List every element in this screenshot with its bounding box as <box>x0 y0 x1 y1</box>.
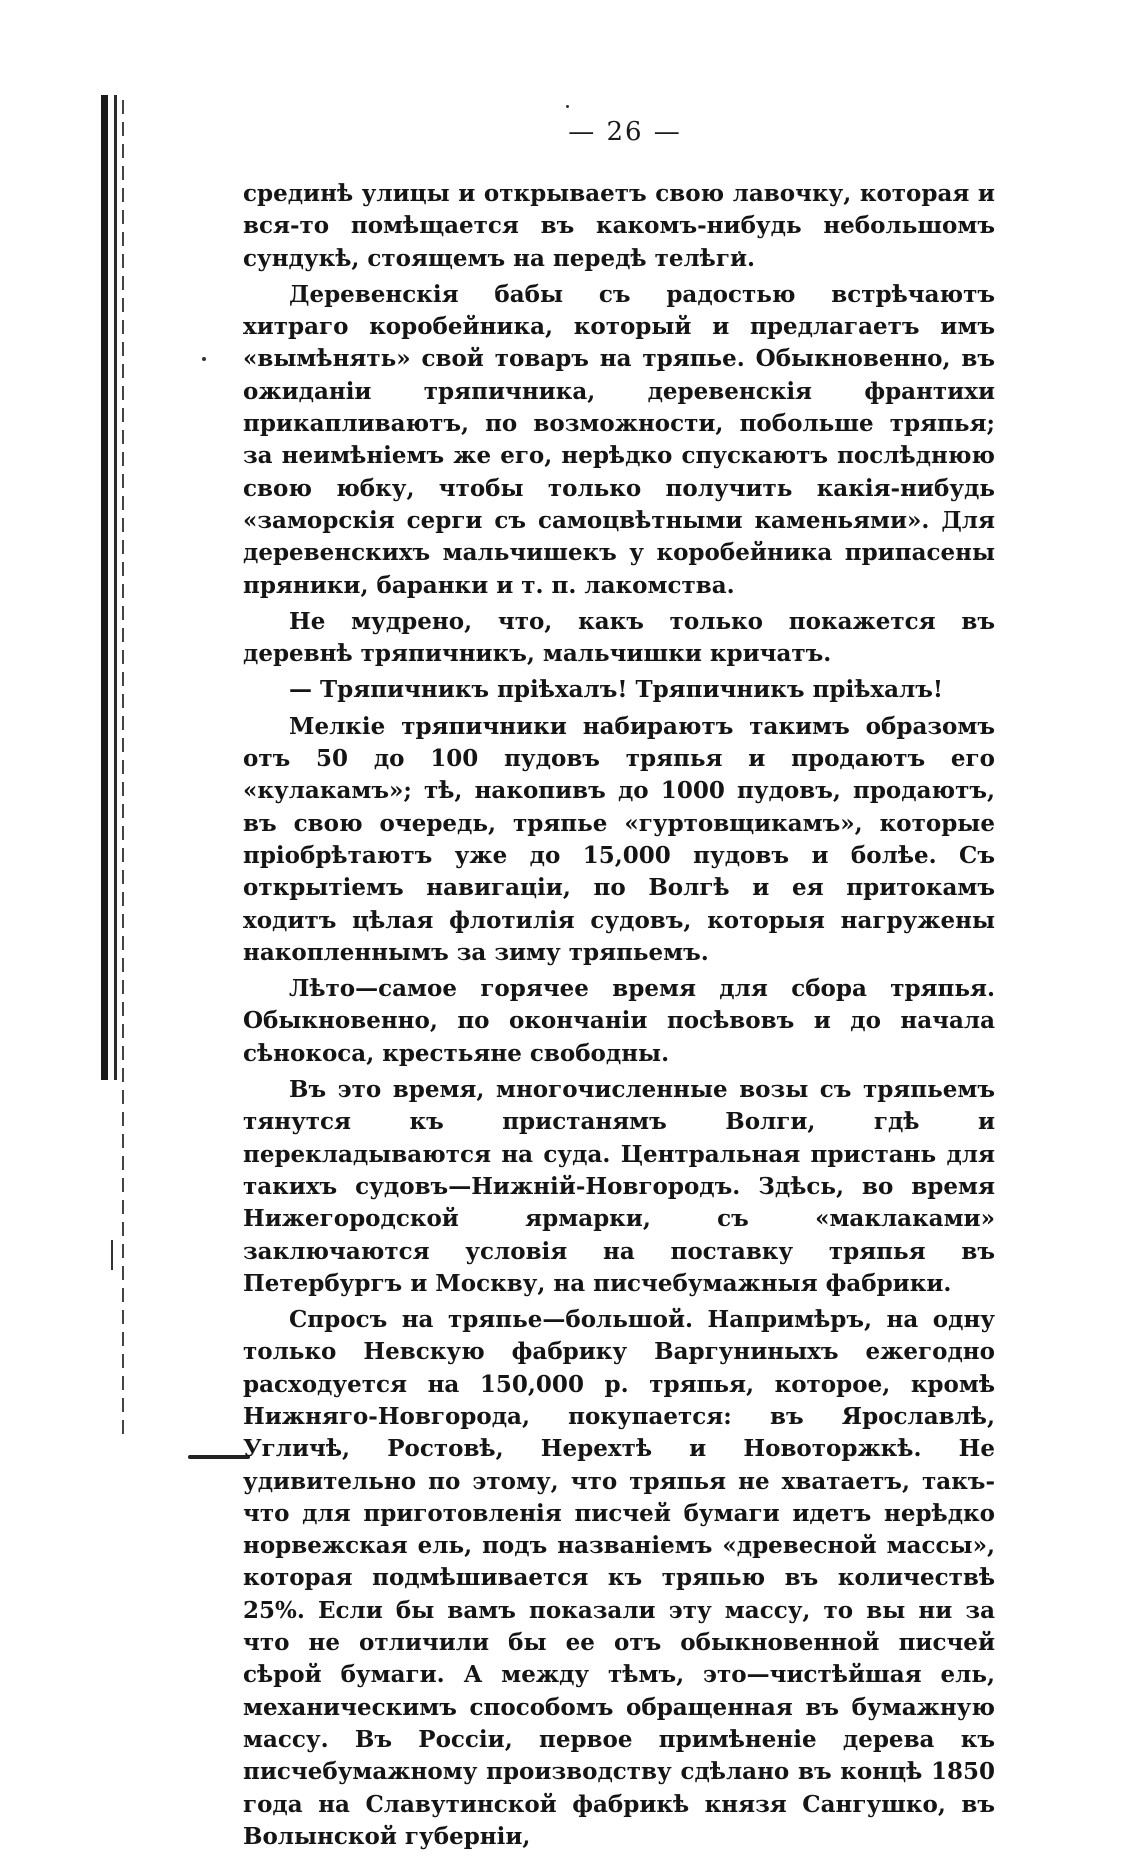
binding-edge-dashed-line <box>122 100 124 1440</box>
paragraph: Мелкіе тряпичники набираютъ такимъ образомъ отъ 50 до 100 пудовъ тряпья и продаютъ его «кулакамъ»; тѣ, накопивъ до 1000 пудовъ, продаютъ, въ свою очередь, тряпье «гуртовщикамъ», которые пріобрѣтаютъ уже до 15,000 пудовъ и болѣе. Съ открытіемъ навигаціи, по Волгѣ и ея притокамъ ходитъ цѣлая флотилія судовъ, которыя нагружены накопленнымъ за зиму тряпьемъ. <box>243 712 995 966</box>
paragraph: срединѣ улицы и открываетъ свою лавочку, которая и вся-то помѣщается въ какомъ-нибудь небольшомъ сундукѣ, стоящемъ на передѣ телѣги. <box>243 180 995 272</box>
binding-edge-fragment <box>111 1240 113 1270</box>
paragraph: Въ это время, многочисленные возы съ тряпьемъ тянутся къ пристанямъ Волги, гдѣ и перекладываются на суда. Центральная пристань для такихъ судовъ—Нижній-Новгородъ. Здѣсь, во время Нижегородской ярмарки, съ «маклаками» заключаются условія на поставку тряпья въ Петербургъ и Москву, на писчебумажныя фабрики. <box>243 1076 995 1297</box>
paragraph: Спросъ на тряпье—большой. Напримѣръ, на одну только Невскую фабрику Варгуниныхъ ежегодно расходуется на 150,000 р. тряпья, которое, кромѣ Нижняго-Новгорода, покупается: въ Ярославлѣ, Угличѣ, Ростовѣ, Нерехтѣ и Новоторжкѣ. Не удивительно по этому, что тряпья не хватаетъ, такъ-что для приготовленія писчей бумаги идетъ нерѣдко норвежская ель, подъ названіемъ «древесной массы», которая подмѣшивается къ тряпью въ количествѣ 25%. Если бы вамъ показали эту массу, то вы ни за что не отличили бы ее отъ обыкновенной писчей сѣрой бумаги. А между тѣмъ, это—чистѣйшая ель, механическимъ способомъ обращенная въ бумажную массу. Въ Россіи, первое примѣненіе дерева къ писчебумажному производству сдѣлано въ концѣ 1850 года на Славутинской фабрикѣ князя Сангушко, въ Волынской губерніи, <box>243 1306 995 1850</box>
dialogue-line: — Тряпичникъ пріѣхалъ! Тряпичникъ пріѣхалъ! <box>289 676 943 704</box>
scan-speck <box>566 105 569 108</box>
binding-edge-shadow <box>101 95 108 1080</box>
paragraph: Лѣто—самое горячее время для сбора тряпья. Обыкновенно, по окончаніи посѣвовъ и до начала сѣнокоса, крестьяне свободны. <box>243 975 995 1067</box>
scan-speck <box>202 357 206 361</box>
body-text <box>243 178 995 1857</box>
scan-margin-mark <box>188 1455 250 1459</box>
page-number: — 26 — <box>568 117 682 147</box>
paragraph: Не мудрено, что, какъ только покажется въ деревнѣ тряпичникъ, мальчишки кричатъ. <box>243 607 995 668</box>
binding-edge-line <box>114 95 117 1080</box>
paragraph: Деревенскія бабы съ радостью встрѣчаютъ хитраго коробейника, который и предлагаетъ имъ «вымѣнять» свой товаръ на тряпье. Обыкновенно, въ ожиданіи тряпичника, деревенскія франтихи прикапливаютъ, по возможности, побольше тряпья; за неимѣніемъ же его, нерѣдко спускаютъ послѣднюю свою юбку, чтобы только получить какія-нибудь «заморскія серги съ самоцвѣтными каменьями». Для деревенскихъ мальчишекъ у коробейника припасены пряники, баранки и т. п. лакомства. <box>243 280 995 599</box>
